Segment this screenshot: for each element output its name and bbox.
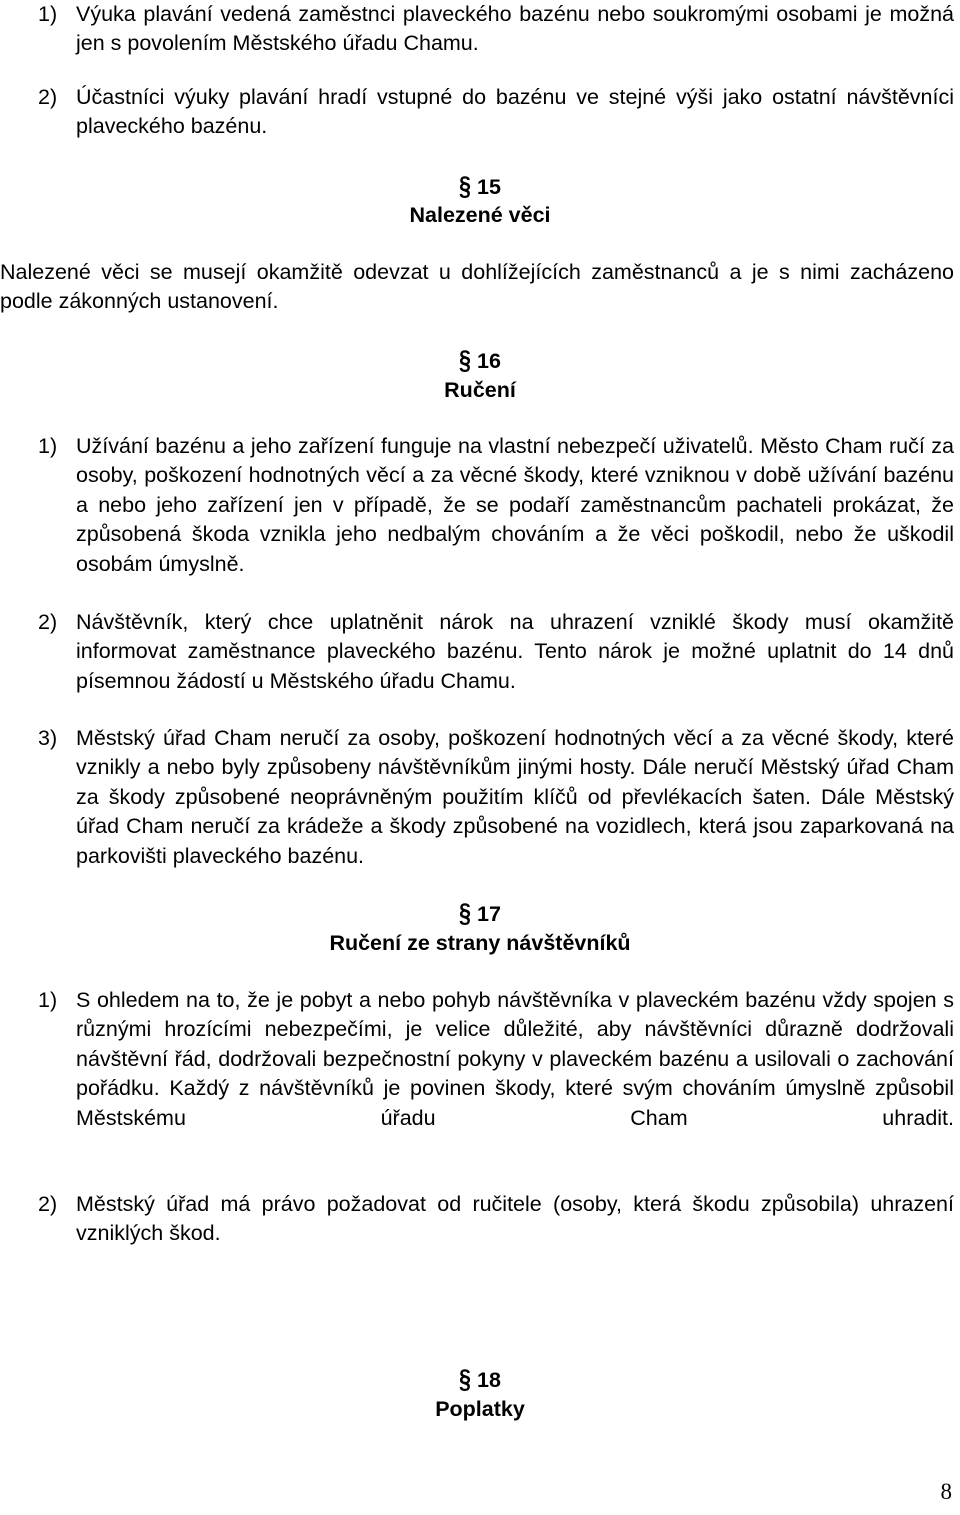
item-number: 3) <box>38 726 58 750</box>
section-title-15: Nalezené věci <box>409 203 551 227</box>
section-number-16 <box>0 346 960 376</box>
paragraph-text: Výuka plavání vedená zaměstnci plaveckého bazénu nebo soukromými osobami je možná jen s povolením Městského úřadu Chamu. <box>76 2 954 56</box>
section-title-17: Ručení ze strany návštěvníků <box>329 931 631 955</box>
paragraph-found-items <box>0 258 954 317</box>
paragraph-text: Užívání bazénu a jeho zařízení funguje na vlastní nebezpečí uživatelů. Město Cham ručí za osoby, poškození hodnotných věcí a za věcné škody, které vzniknou v době užívání bazénu a nebo jeho zařízení jen v případě, že se podaří zaměstnancům pachateli prokázat, že způsobená škoda vznikla jeho nedbalým chováním a že věci poškodil, nebo že uškodil osobám úmyslně. <box>76 434 954 576</box>
section-symbol: § <box>459 171 472 202</box>
item-number: 2) <box>38 610 58 634</box>
paragraph-liability-2 <box>38 608 954 696</box>
paragraph-visitor-liability-1 <box>38 986 954 1133</box>
item-number: 2) <box>38 1192 58 1216</box>
section-number-17 <box>0 899 960 929</box>
section-symbol: § <box>459 345 472 376</box>
paragraph-teaching-permission <box>38 0 954 59</box>
paragraph-liability-1 <box>38 432 954 579</box>
paragraph-text: Městský úřad má právo požadovat od ručitele (osoby, která škodu způsobila) uhrazení vzniklých škod. <box>76 1192 954 1246</box>
item-number: 1) <box>38 2 58 26</box>
paragraph-text: Návštěvník, který chce uplatněnit nárok na uhrazení vzniklé škody musí okamžitě informovat zaměstnance plaveckého bazénu. Tento nárok je možné uplatnit do 14 dnů písemnou žádostí u Městského úřadu Chamu. <box>76 610 954 693</box>
section-number-text: 16 <box>477 349 501 373</box>
paragraph-text: Nalezené věci se musejí okamžitě odevzat u dohlížejících zaměstnanců a je s nimi zacházeno podle zákonných ustanovení. <box>0 260 954 314</box>
item-number: 1) <box>38 434 58 458</box>
item-number: 2) <box>38 85 58 109</box>
paragraph-liability-3 <box>38 724 954 871</box>
page-number: 8 <box>940 1479 952 1504</box>
paragraph-text: Účastníci výuky plavání hradí vstupné do bazénu ve stejné výši jako ostatní návštěvníci plaveckého bazénu. <box>76 85 954 139</box>
section-number-text: 18 <box>477 1368 501 1392</box>
section-title-16: Ručení <box>444 378 516 402</box>
paragraph-text: Městský úřad Cham neručí za osoby, poškození hodnotných věcí a za věcné škody, které vznikly a nebo byly způsobeny návštěvníkům jinými hosty. Dále neručí Městský úřad Cham za škody způsobené neoprávněným použitím klíčů od převlékacích šaten. Dále Městský úřad Cham neručí za krádeže a škody způsobené na vozidlech, která jsou zaparkovaná na parkovišti plaveckého bazénu. <box>76 726 954 868</box>
section-symbol: § <box>459 1364 472 1395</box>
item-number: 1) <box>38 988 58 1012</box>
section-number-text: 17 <box>477 902 501 926</box>
section-symbol: § <box>459 898 472 929</box>
paragraph-teaching-admission <box>38 83 954 142</box>
paragraph-visitor-liability-2 <box>38 1190 954 1249</box>
section-title-18: Poplatky <box>435 1397 525 1421</box>
paragraph-text: S ohledem na to, že je pobyt a nebo pohyb návštěvníka v plaveckém bazénu vždy spojen s různými hrozícími nebezpečími, je velice důležité, aby návštěvníci důrazně dodržovali návštěvní řád, dodržovali bezpečnostní pokyny v plaveckém bazénu a usilovali o zachování pořádku. Každý z návštěvníků je povinen škody, které svým chováním úmyslně způsobil Městskému úřadu Cham uhradit. <box>76 988 954 1130</box>
section-number-18 <box>0 1365 960 1395</box>
section-number-15 <box>0 172 960 202</box>
section-number-text: 15 <box>477 175 501 199</box>
